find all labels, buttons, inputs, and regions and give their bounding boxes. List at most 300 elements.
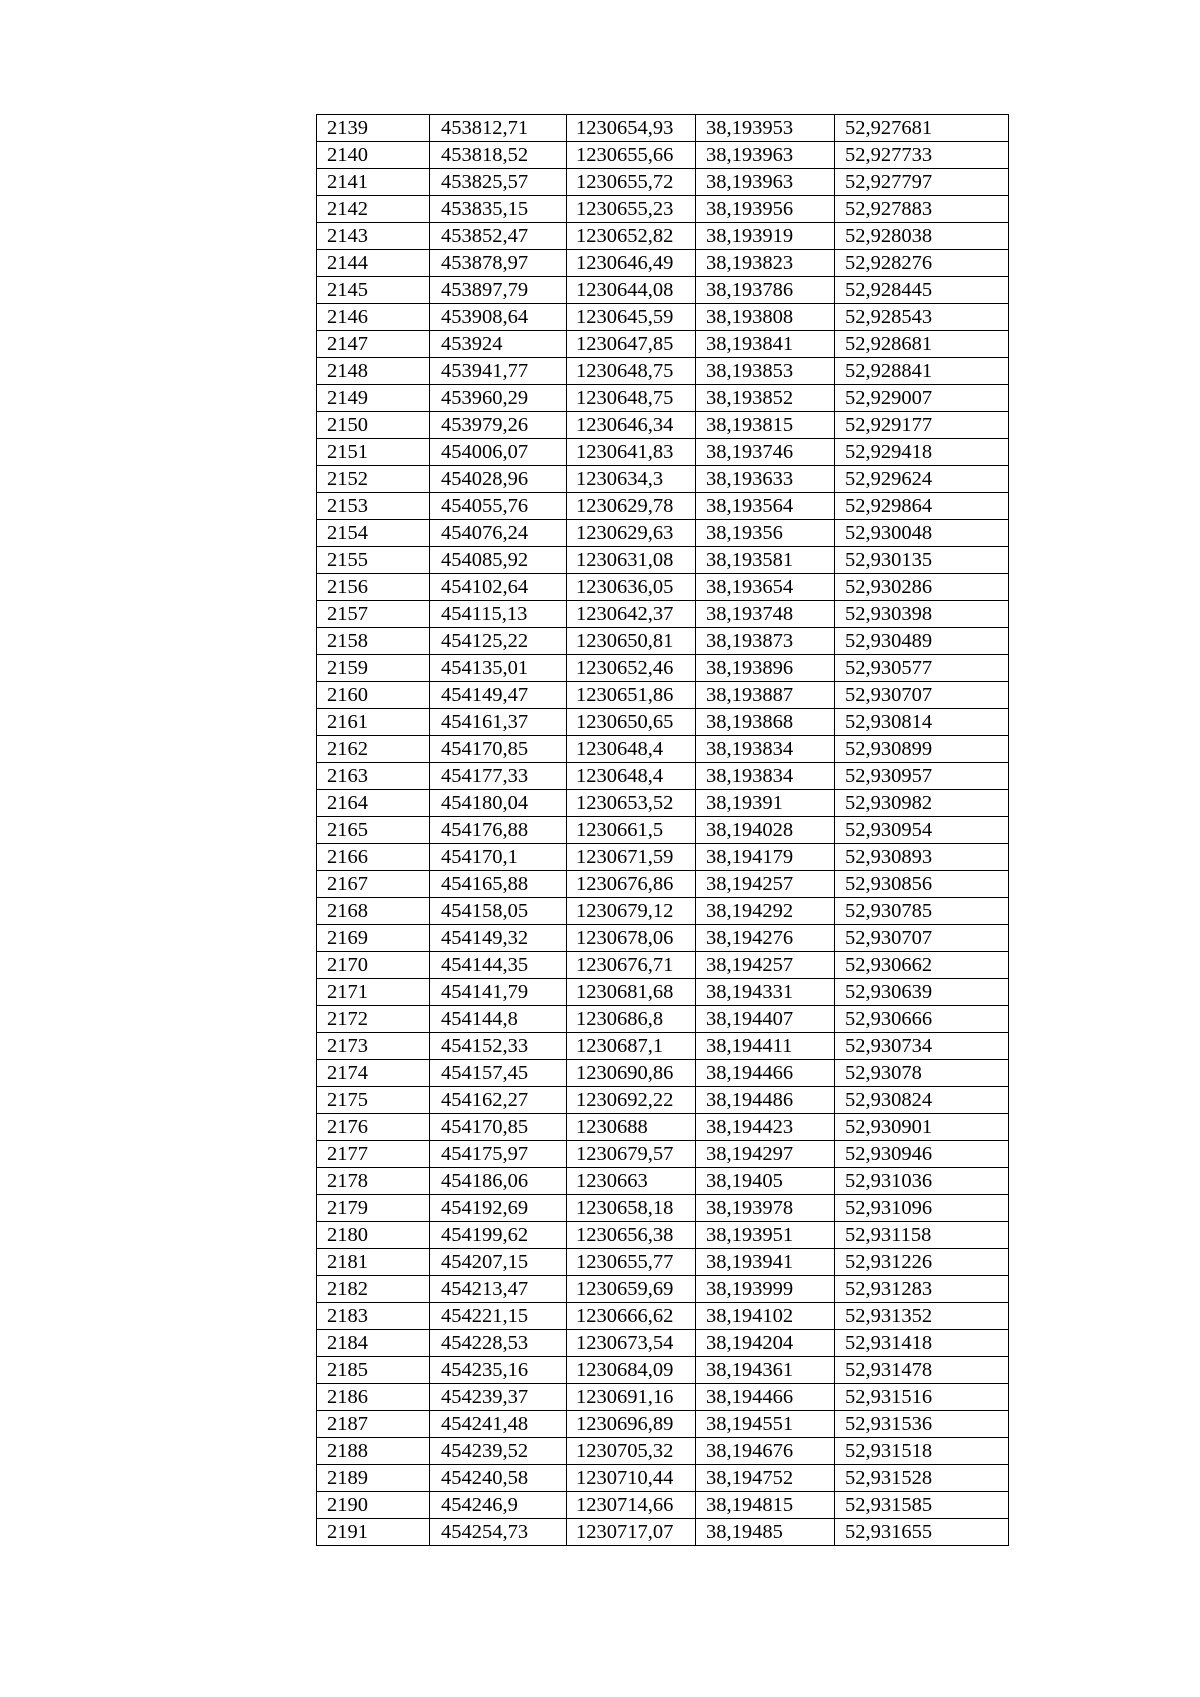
y-coordinate-cell: 1230659,69 bbox=[567, 1276, 696, 1303]
table-row bbox=[317, 682, 1009, 709]
x-coordinate-cell: 454207,15 bbox=[430, 1249, 567, 1276]
longitude-cell: 38,194331 bbox=[696, 979, 835, 1006]
x-coordinate-cell: 453812,71 bbox=[430, 115, 567, 142]
latitude-cell: 52,93078 bbox=[835, 1060, 1009, 1087]
point-number-cell: 2162 bbox=[317, 736, 430, 763]
latitude-cell: 52,928543 bbox=[835, 304, 1009, 331]
longitude-cell: 38,194257 bbox=[696, 871, 835, 898]
x-coordinate-cell: 454055,76 bbox=[430, 493, 567, 520]
x-coordinate-cell: 454175,97 bbox=[430, 1141, 567, 1168]
y-coordinate-cell: 1230681,68 bbox=[567, 979, 696, 1006]
latitude-cell: 52,931655 bbox=[835, 1519, 1009, 1546]
table-row bbox=[317, 493, 1009, 520]
x-coordinate-cell: 453897,79 bbox=[430, 277, 567, 304]
y-coordinate-cell: 1230671,59 bbox=[567, 844, 696, 871]
longitude-cell: 38,194676 bbox=[696, 1438, 835, 1465]
x-coordinate-cell: 453825,57 bbox=[430, 169, 567, 196]
latitude-cell: 52,931536 bbox=[835, 1411, 1009, 1438]
point-number-cell: 2146 bbox=[317, 304, 430, 331]
table-row bbox=[317, 1492, 1009, 1519]
longitude-cell: 38,193834 bbox=[696, 763, 835, 790]
x-coordinate-cell: 454076,24 bbox=[430, 520, 567, 547]
x-coordinate-cell: 454176,88 bbox=[430, 817, 567, 844]
x-coordinate-cell: 454135,01 bbox=[430, 655, 567, 682]
latitude-cell: 52,931158 bbox=[835, 1222, 1009, 1249]
y-coordinate-cell: 1230650,65 bbox=[567, 709, 696, 736]
table-row bbox=[317, 277, 1009, 304]
x-coordinate-cell: 453818,52 bbox=[430, 142, 567, 169]
table-row bbox=[317, 925, 1009, 952]
longitude-cell: 38,194466 bbox=[696, 1384, 835, 1411]
latitude-cell: 52,930707 bbox=[835, 925, 1009, 952]
x-coordinate-cell: 454149,32 bbox=[430, 925, 567, 952]
point-number-cell: 2174 bbox=[317, 1060, 430, 1087]
latitude-cell: 52,930954 bbox=[835, 817, 1009, 844]
y-coordinate-cell: 1230655,23 bbox=[567, 196, 696, 223]
x-coordinate-cell: 454213,47 bbox=[430, 1276, 567, 1303]
point-number-cell: 2144 bbox=[317, 250, 430, 277]
longitude-cell: 38,193748 bbox=[696, 601, 835, 628]
y-coordinate-cell: 1230658,18 bbox=[567, 1195, 696, 1222]
y-coordinate-cell: 1230714,66 bbox=[567, 1492, 696, 1519]
x-coordinate-cell: 454241,48 bbox=[430, 1411, 567, 1438]
longitude-cell: 38,193841 bbox=[696, 331, 835, 358]
point-number-cell: 2161 bbox=[317, 709, 430, 736]
y-coordinate-cell: 1230654,93 bbox=[567, 115, 696, 142]
point-number-cell: 2149 bbox=[317, 385, 430, 412]
y-coordinate-cell: 1230655,66 bbox=[567, 142, 696, 169]
y-coordinate-cell: 1230629,63 bbox=[567, 520, 696, 547]
x-coordinate-cell: 454240,58 bbox=[430, 1465, 567, 1492]
longitude-cell: 38,193919 bbox=[696, 223, 835, 250]
x-coordinate-cell: 454170,1 bbox=[430, 844, 567, 871]
table-row bbox=[317, 817, 1009, 844]
x-coordinate-cell: 454228,53 bbox=[430, 1330, 567, 1357]
x-coordinate-cell: 454158,05 bbox=[430, 898, 567, 925]
latitude-cell: 52,931036 bbox=[835, 1168, 1009, 1195]
latitude-cell: 52,931352 bbox=[835, 1303, 1009, 1330]
table-row bbox=[317, 1114, 1009, 1141]
point-number-cell: 2184 bbox=[317, 1330, 430, 1357]
y-coordinate-cell: 1230644,08 bbox=[567, 277, 696, 304]
longitude-cell: 38,193953 bbox=[696, 115, 835, 142]
y-coordinate-cell: 1230676,86 bbox=[567, 871, 696, 898]
y-coordinate-cell: 1230688 bbox=[567, 1114, 696, 1141]
latitude-cell: 52,930048 bbox=[835, 520, 1009, 547]
table-row bbox=[317, 223, 1009, 250]
point-number-cell: 2140 bbox=[317, 142, 430, 169]
longitude-cell: 38,193868 bbox=[696, 709, 835, 736]
point-number-cell: 2186 bbox=[317, 1384, 430, 1411]
point-number-cell: 2179 bbox=[317, 1195, 430, 1222]
longitude-cell: 38,194102 bbox=[696, 1303, 835, 1330]
table-row bbox=[317, 250, 1009, 277]
point-number-cell: 2173 bbox=[317, 1033, 430, 1060]
longitude-cell: 38,193999 bbox=[696, 1276, 835, 1303]
point-number-cell: 2172 bbox=[317, 1006, 430, 1033]
latitude-cell: 52,930662 bbox=[835, 952, 1009, 979]
point-number-cell: 2158 bbox=[317, 628, 430, 655]
point-number-cell: 2181 bbox=[317, 1249, 430, 1276]
x-coordinate-cell: 454161,37 bbox=[430, 709, 567, 736]
table-row bbox=[317, 1384, 1009, 1411]
x-coordinate-cell: 453924 bbox=[430, 331, 567, 358]
longitude-cell: 38,19356 bbox=[696, 520, 835, 547]
table-row bbox=[317, 1087, 1009, 1114]
latitude-cell: 52,928681 bbox=[835, 331, 1009, 358]
y-coordinate-cell: 1230690,86 bbox=[567, 1060, 696, 1087]
table-row bbox=[317, 1465, 1009, 1492]
latitude-cell: 52,930946 bbox=[835, 1141, 1009, 1168]
point-number-cell: 2189 bbox=[317, 1465, 430, 1492]
table-row bbox=[317, 304, 1009, 331]
y-coordinate-cell: 1230631,08 bbox=[567, 547, 696, 574]
point-number-cell: 2168 bbox=[317, 898, 430, 925]
point-number-cell: 2157 bbox=[317, 601, 430, 628]
latitude-cell: 52,930286 bbox=[835, 574, 1009, 601]
longitude-cell: 38,193852 bbox=[696, 385, 835, 412]
x-coordinate-cell: 454085,92 bbox=[430, 547, 567, 574]
x-coordinate-cell: 454144,8 bbox=[430, 1006, 567, 1033]
latitude-cell: 52,929007 bbox=[835, 385, 1009, 412]
x-coordinate-cell: 454254,73 bbox=[430, 1519, 567, 1546]
y-coordinate-cell: 1230679,57 bbox=[567, 1141, 696, 1168]
latitude-cell: 52,930639 bbox=[835, 979, 1009, 1006]
point-number-cell: 2175 bbox=[317, 1087, 430, 1114]
table-row bbox=[317, 844, 1009, 871]
point-number-cell: 2159 bbox=[317, 655, 430, 682]
longitude-cell: 38,193873 bbox=[696, 628, 835, 655]
x-coordinate-cell: 454235,16 bbox=[430, 1357, 567, 1384]
latitude-cell: 52,930982 bbox=[835, 790, 1009, 817]
x-coordinate-cell: 453979,26 bbox=[430, 412, 567, 439]
longitude-cell: 38,194752 bbox=[696, 1465, 835, 1492]
latitude-cell: 52,931528 bbox=[835, 1465, 1009, 1492]
latitude-cell: 52,927797 bbox=[835, 169, 1009, 196]
y-coordinate-cell: 1230652,82 bbox=[567, 223, 696, 250]
point-number-cell: 2169 bbox=[317, 925, 430, 952]
table-row bbox=[317, 1195, 1009, 1222]
table-row bbox=[317, 466, 1009, 493]
point-number-cell: 2152 bbox=[317, 466, 430, 493]
longitude-cell: 38,193978 bbox=[696, 1195, 835, 1222]
table-row bbox=[317, 142, 1009, 169]
longitude-cell: 38,194297 bbox=[696, 1141, 835, 1168]
point-number-cell: 2150 bbox=[317, 412, 430, 439]
table-row bbox=[317, 763, 1009, 790]
table-row bbox=[317, 736, 1009, 763]
longitude-cell: 38,193963 bbox=[696, 142, 835, 169]
longitude-cell: 38,194486 bbox=[696, 1087, 835, 1114]
longitude-cell: 38,194204 bbox=[696, 1330, 835, 1357]
point-number-cell: 2139 bbox=[317, 115, 430, 142]
point-number-cell: 2155 bbox=[317, 547, 430, 574]
table-row bbox=[317, 1033, 1009, 1060]
latitude-cell: 52,929624 bbox=[835, 466, 1009, 493]
table-row bbox=[317, 790, 1009, 817]
longitude-cell: 38,193887 bbox=[696, 682, 835, 709]
table-row bbox=[317, 547, 1009, 574]
x-coordinate-cell: 454162,27 bbox=[430, 1087, 567, 1114]
point-number-cell: 2187 bbox=[317, 1411, 430, 1438]
point-number-cell: 2182 bbox=[317, 1276, 430, 1303]
latitude-cell: 52,927733 bbox=[835, 142, 1009, 169]
y-coordinate-cell: 1230679,12 bbox=[567, 898, 696, 925]
point-number-cell: 2142 bbox=[317, 196, 430, 223]
y-coordinate-cell: 1230641,83 bbox=[567, 439, 696, 466]
latitude-cell: 52,930398 bbox=[835, 601, 1009, 628]
table-row bbox=[317, 952, 1009, 979]
latitude-cell: 52,928841 bbox=[835, 358, 1009, 385]
longitude-cell: 38,193633 bbox=[696, 466, 835, 493]
point-number-cell: 2163 bbox=[317, 763, 430, 790]
table-row bbox=[317, 412, 1009, 439]
longitude-cell: 38,194815 bbox=[696, 1492, 835, 1519]
longitude-cell: 38,193815 bbox=[696, 412, 835, 439]
point-number-cell: 2160 bbox=[317, 682, 430, 709]
y-coordinate-cell: 1230648,75 bbox=[567, 385, 696, 412]
table-row bbox=[317, 574, 1009, 601]
x-coordinate-cell: 454170,85 bbox=[430, 736, 567, 763]
longitude-cell: 38,193963 bbox=[696, 169, 835, 196]
latitude-cell: 52,931585 bbox=[835, 1492, 1009, 1519]
longitude-cell: 38,193951 bbox=[696, 1222, 835, 1249]
point-number-cell: 2178 bbox=[317, 1168, 430, 1195]
latitude-cell: 52,927883 bbox=[835, 196, 1009, 223]
y-coordinate-cell: 1230651,86 bbox=[567, 682, 696, 709]
longitude-cell: 38,19485 bbox=[696, 1519, 835, 1546]
longitude-cell: 38,19405 bbox=[696, 1168, 835, 1195]
x-coordinate-cell: 454102,64 bbox=[430, 574, 567, 601]
point-number-cell: 2167 bbox=[317, 871, 430, 898]
longitude-cell: 38,193834 bbox=[696, 736, 835, 763]
y-coordinate-cell: 1230692,22 bbox=[567, 1087, 696, 1114]
latitude-cell: 52,931226 bbox=[835, 1249, 1009, 1276]
x-coordinate-cell: 454180,04 bbox=[430, 790, 567, 817]
longitude-cell: 38,194551 bbox=[696, 1411, 835, 1438]
latitude-cell: 52,930957 bbox=[835, 763, 1009, 790]
table-row bbox=[317, 1276, 1009, 1303]
table-row bbox=[317, 979, 1009, 1006]
y-coordinate-cell: 1230686,8 bbox=[567, 1006, 696, 1033]
longitude-cell: 38,194423 bbox=[696, 1114, 835, 1141]
x-coordinate-cell: 454149,47 bbox=[430, 682, 567, 709]
latitude-cell: 52,930135 bbox=[835, 547, 1009, 574]
longitude-cell: 38,194361 bbox=[696, 1357, 835, 1384]
longitude-cell: 38,194292 bbox=[696, 898, 835, 925]
y-coordinate-cell: 1230642,37 bbox=[567, 601, 696, 628]
x-coordinate-cell: 454141,79 bbox=[430, 979, 567, 1006]
y-coordinate-cell: 1230710,44 bbox=[567, 1465, 696, 1492]
coordinates-table bbox=[316, 114, 1009, 1546]
latitude-cell: 52,929864 bbox=[835, 493, 1009, 520]
table-row bbox=[317, 601, 1009, 628]
y-coordinate-cell: 1230696,89 bbox=[567, 1411, 696, 1438]
table-row bbox=[317, 1006, 1009, 1033]
point-number-cell: 2166 bbox=[317, 844, 430, 871]
y-coordinate-cell: 1230636,05 bbox=[567, 574, 696, 601]
latitude-cell: 52,930901 bbox=[835, 1114, 1009, 1141]
table-row bbox=[317, 709, 1009, 736]
point-number-cell: 2183 bbox=[317, 1303, 430, 1330]
y-coordinate-cell: 1230647,85 bbox=[567, 331, 696, 358]
table-row bbox=[317, 1357, 1009, 1384]
latitude-cell: 52,930899 bbox=[835, 736, 1009, 763]
latitude-cell: 52,930577 bbox=[835, 655, 1009, 682]
table-row bbox=[317, 1222, 1009, 1249]
latitude-cell: 52,927681 bbox=[835, 115, 1009, 142]
latitude-cell: 52,929418 bbox=[835, 439, 1009, 466]
latitude-cell: 52,929177 bbox=[835, 412, 1009, 439]
table-row bbox=[317, 520, 1009, 547]
latitude-cell: 52,930707 bbox=[835, 682, 1009, 709]
x-coordinate-cell: 454152,33 bbox=[430, 1033, 567, 1060]
coordinates-table-body bbox=[317, 115, 1009, 1546]
point-number-cell: 2153 bbox=[317, 493, 430, 520]
latitude-cell: 52,930824 bbox=[835, 1087, 1009, 1114]
point-number-cell: 2154 bbox=[317, 520, 430, 547]
latitude-cell: 52,930893 bbox=[835, 844, 1009, 871]
y-coordinate-cell: 1230646,49 bbox=[567, 250, 696, 277]
longitude-cell: 38,193654 bbox=[696, 574, 835, 601]
table-row bbox=[317, 628, 1009, 655]
table-row bbox=[317, 115, 1009, 142]
latitude-cell: 52,931518 bbox=[835, 1438, 1009, 1465]
longitude-cell: 38,19391 bbox=[696, 790, 835, 817]
y-coordinate-cell: 1230634,3 bbox=[567, 466, 696, 493]
table-row bbox=[317, 1438, 1009, 1465]
latitude-cell: 52,931096 bbox=[835, 1195, 1009, 1222]
table-row bbox=[317, 871, 1009, 898]
x-coordinate-cell: 454199,62 bbox=[430, 1222, 567, 1249]
longitude-cell: 38,194411 bbox=[696, 1033, 835, 1060]
latitude-cell: 52,928276 bbox=[835, 250, 1009, 277]
x-coordinate-cell: 454144,35 bbox=[430, 952, 567, 979]
x-coordinate-cell: 453908,64 bbox=[430, 304, 567, 331]
point-number-cell: 2190 bbox=[317, 1492, 430, 1519]
point-number-cell: 2170 bbox=[317, 952, 430, 979]
point-number-cell: 2156 bbox=[317, 574, 430, 601]
x-coordinate-cell: 454239,52 bbox=[430, 1438, 567, 1465]
longitude-cell: 38,193853 bbox=[696, 358, 835, 385]
y-coordinate-cell: 1230663 bbox=[567, 1168, 696, 1195]
table-row bbox=[317, 385, 1009, 412]
table-row bbox=[317, 196, 1009, 223]
x-coordinate-cell: 454221,15 bbox=[430, 1303, 567, 1330]
latitude-cell: 52,930785 bbox=[835, 898, 1009, 925]
y-coordinate-cell: 1230661,5 bbox=[567, 817, 696, 844]
x-coordinate-cell: 454006,07 bbox=[430, 439, 567, 466]
y-coordinate-cell: 1230676,71 bbox=[567, 952, 696, 979]
y-coordinate-cell: 1230666,62 bbox=[567, 1303, 696, 1330]
point-number-cell: 2148 bbox=[317, 358, 430, 385]
longitude-cell: 38,193746 bbox=[696, 439, 835, 466]
point-number-cell: 2180 bbox=[317, 1222, 430, 1249]
y-coordinate-cell: 1230678,06 bbox=[567, 925, 696, 952]
point-number-cell: 2147 bbox=[317, 331, 430, 358]
x-coordinate-cell: 454115,13 bbox=[430, 601, 567, 628]
table-row bbox=[317, 439, 1009, 466]
y-coordinate-cell: 1230648,4 bbox=[567, 736, 696, 763]
longitude-cell: 38,193823 bbox=[696, 250, 835, 277]
table-row bbox=[317, 331, 1009, 358]
latitude-cell: 52,930734 bbox=[835, 1033, 1009, 1060]
x-coordinate-cell: 454125,22 bbox=[430, 628, 567, 655]
point-number-cell: 2141 bbox=[317, 169, 430, 196]
longitude-cell: 38,194257 bbox=[696, 952, 835, 979]
y-coordinate-cell: 1230645,59 bbox=[567, 304, 696, 331]
x-coordinate-cell: 453878,97 bbox=[430, 250, 567, 277]
point-number-cell: 2177 bbox=[317, 1141, 430, 1168]
table-row bbox=[317, 1060, 1009, 1087]
x-coordinate-cell: 454157,45 bbox=[430, 1060, 567, 1087]
latitude-cell: 52,930489 bbox=[835, 628, 1009, 655]
x-coordinate-cell: 454170,85 bbox=[430, 1114, 567, 1141]
point-number-cell: 2176 bbox=[317, 1114, 430, 1141]
longitude-cell: 38,193896 bbox=[696, 655, 835, 682]
y-coordinate-cell: 1230648,4 bbox=[567, 763, 696, 790]
y-coordinate-cell: 1230648,75 bbox=[567, 358, 696, 385]
table-row bbox=[317, 1168, 1009, 1195]
table-row bbox=[317, 1519, 1009, 1546]
x-coordinate-cell: 454246,9 bbox=[430, 1492, 567, 1519]
y-coordinate-cell: 1230652,46 bbox=[567, 655, 696, 682]
point-number-cell: 2165 bbox=[317, 817, 430, 844]
longitude-cell: 38,193941 bbox=[696, 1249, 835, 1276]
y-coordinate-cell: 1230717,07 bbox=[567, 1519, 696, 1546]
table-row bbox=[317, 655, 1009, 682]
latitude-cell: 52,930666 bbox=[835, 1006, 1009, 1033]
longitude-cell: 38,194466 bbox=[696, 1060, 835, 1087]
y-coordinate-cell: 1230687,1 bbox=[567, 1033, 696, 1060]
point-number-cell: 2188 bbox=[317, 1438, 430, 1465]
point-number-cell: 2164 bbox=[317, 790, 430, 817]
longitude-cell: 38,193808 bbox=[696, 304, 835, 331]
longitude-cell: 38,194276 bbox=[696, 925, 835, 952]
table-row bbox=[317, 898, 1009, 925]
y-coordinate-cell: 1230673,54 bbox=[567, 1330, 696, 1357]
longitude-cell: 38,193581 bbox=[696, 547, 835, 574]
latitude-cell: 52,931478 bbox=[835, 1357, 1009, 1384]
point-number-cell: 2143 bbox=[317, 223, 430, 250]
y-coordinate-cell: 1230691,16 bbox=[567, 1384, 696, 1411]
latitude-cell: 52,931283 bbox=[835, 1276, 1009, 1303]
longitude-cell: 38,193564 bbox=[696, 493, 835, 520]
point-number-cell: 2185 bbox=[317, 1357, 430, 1384]
table-row bbox=[317, 169, 1009, 196]
y-coordinate-cell: 1230653,52 bbox=[567, 790, 696, 817]
longitude-cell: 38,194407 bbox=[696, 1006, 835, 1033]
table-row bbox=[317, 358, 1009, 385]
x-coordinate-cell: 454177,33 bbox=[430, 763, 567, 790]
x-coordinate-cell: 454028,96 bbox=[430, 466, 567, 493]
table-row bbox=[317, 1330, 1009, 1357]
table-row bbox=[317, 1411, 1009, 1438]
point-number-cell: 2151 bbox=[317, 439, 430, 466]
table-row bbox=[317, 1249, 1009, 1276]
y-coordinate-cell: 1230650,81 bbox=[567, 628, 696, 655]
x-coordinate-cell: 453852,47 bbox=[430, 223, 567, 250]
point-number-cell: 2191 bbox=[317, 1519, 430, 1546]
x-coordinate-cell: 454192,69 bbox=[430, 1195, 567, 1222]
x-coordinate-cell: 454239,37 bbox=[430, 1384, 567, 1411]
x-coordinate-cell: 453960,29 bbox=[430, 385, 567, 412]
latitude-cell: 52,930856 bbox=[835, 871, 1009, 898]
longitude-cell: 38,193786 bbox=[696, 277, 835, 304]
y-coordinate-cell: 1230655,77 bbox=[567, 1249, 696, 1276]
y-coordinate-cell: 1230655,72 bbox=[567, 169, 696, 196]
y-coordinate-cell: 1230656,38 bbox=[567, 1222, 696, 1249]
